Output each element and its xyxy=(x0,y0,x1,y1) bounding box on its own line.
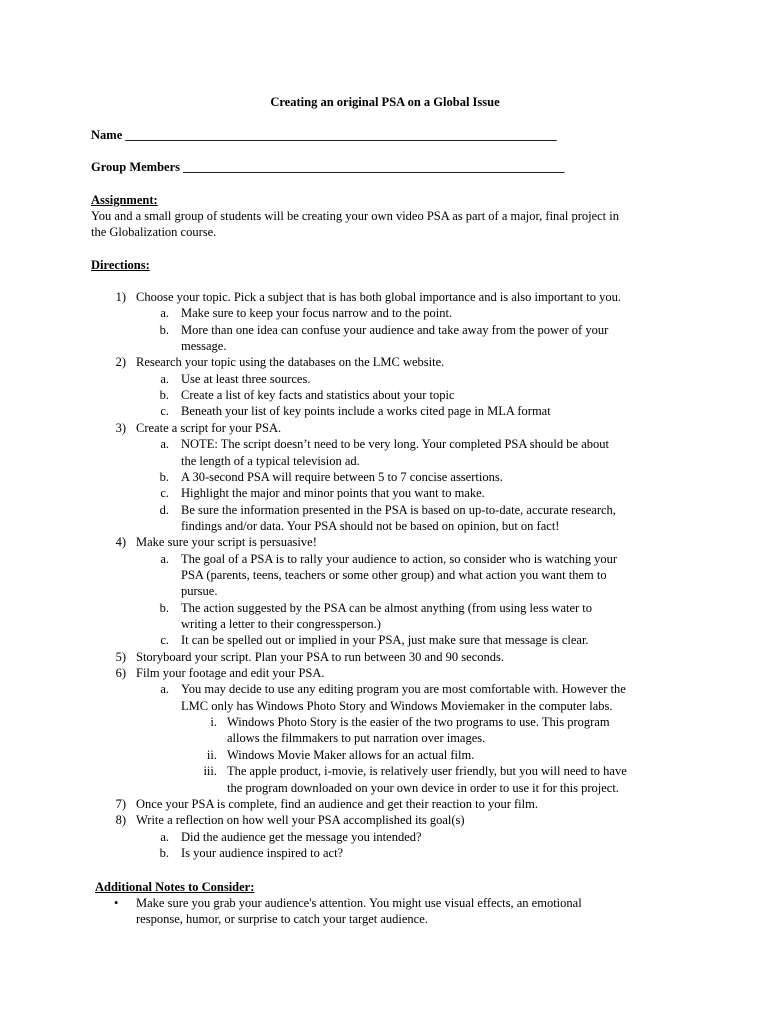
direction-item-text: Film your footage and edit your PSA. xyxy=(136,666,325,681)
notes-text-line: response, humor, or surprise to catch your target audience. xyxy=(136,912,428,926)
direction-subitem-text: the length of a typical television ad. xyxy=(181,453,360,468)
direction-subitem-marker: a. xyxy=(160,306,169,321)
direction-item-marker: 7) xyxy=(115,796,126,811)
direction-subitem-text: PSA (parents, teens, teachers or some other group) and what action you want them to xyxy=(181,567,607,582)
direction-subitem-marker: a. xyxy=(160,371,169,386)
direction-subitem-marker: b. xyxy=(159,322,169,337)
direction-subitem-text: The goal of a PSA is to rally your audience to action, so consider who is watching your xyxy=(181,551,618,566)
direction-subitem-text: writing a letter to their congressperson.) xyxy=(181,617,381,631)
direction-item-marker: 3) xyxy=(115,420,126,435)
direction-subitem-text: findings and/or data. Your PSA should not be based on opinion, but on fact! xyxy=(181,518,560,533)
direction-subitem-text: message. xyxy=(181,339,227,354)
direction-subitem-text: You may decide to use any editing program you are most comfortable with. However the xyxy=(181,682,626,697)
group-members-blank-line: _____________________________________________________________ xyxy=(183,160,565,174)
notes-text-line: Make sure you grab your audience's attention. You might use visual effects, an emotional xyxy=(136,896,582,910)
direction-subitem-text: Be sure the information presented in the PSA is based on up-to-date, accurate research, xyxy=(181,502,616,517)
direction-subitem-marker: a. xyxy=(160,551,169,566)
direction-subsubitem-text: the program downloaded on your own device in order to use it for this project. xyxy=(227,780,619,795)
direction-subitem-marker: d. xyxy=(159,502,169,517)
direction-item-marker: 6) xyxy=(115,666,126,681)
direction-item-marker: 2) xyxy=(115,355,126,370)
direction-subsubitem-text: The apple product, i-movie, is relatively user friendly, but you will need to have xyxy=(227,764,627,779)
direction-subitem-text: A 30-second PSA will require between 5 to 7 concise assertions. xyxy=(181,469,503,484)
direction-subitem-marker: b. xyxy=(159,469,169,484)
direction-subitem-marker: a. xyxy=(160,829,169,844)
directions-heading: Directions: xyxy=(91,258,150,272)
direction-subsubitem-text: Windows Photo Story is the easier of the two programs to use. This program xyxy=(227,715,610,730)
direction-subitem-text: pursue. xyxy=(181,584,218,599)
direction-subsubitem-text: allows the filmmakers to put narration over images. xyxy=(227,731,486,746)
direction-item-marker: 5) xyxy=(115,649,126,664)
direction-subsubitem-marker: iii. xyxy=(203,764,217,779)
direction-item-text: Choose your topic. Pick a subject that is has both global importance and is also important to you. xyxy=(136,290,621,304)
name-blank-line: _____________________________________________________________________ xyxy=(125,128,557,142)
direction-item-text: Once your PSA is complete, find an audience and get their reaction to your film. xyxy=(136,796,538,811)
direction-subitem-marker: b. xyxy=(159,845,169,860)
direction-subitem-marker: b. xyxy=(159,600,169,615)
direction-item-marker: 1) xyxy=(115,290,126,304)
notes-bullet: • xyxy=(114,896,119,910)
direction-item-marker: 4) xyxy=(115,535,126,550)
direction-subitem-text: Make sure to keep your focus narrow and to the point. xyxy=(181,306,453,321)
notes-heading: Additional Notes to Consider: xyxy=(95,880,255,894)
direction-subitem-marker: c. xyxy=(160,633,169,648)
direction-subitem-text: Create a list of key facts and statistics about your topic xyxy=(181,388,455,403)
direction-subitem-marker: c. xyxy=(160,404,169,419)
direction-subsubitem-marker: i. xyxy=(210,715,217,730)
direction-subitem-text: Beneath your list of key points include a works cited page in MLA format xyxy=(181,404,551,419)
direction-subitem-text: LMC only has Windows Photo Story and Windows Moviemaker in the computer labs. xyxy=(181,698,613,713)
direction-item-text: Create a script for your PSA. xyxy=(136,420,282,435)
direction-item-text: Storyboard your script. Plan your PSA to run between 30 and 90 seconds. xyxy=(136,649,505,664)
direction-subitem-text: Is your audience inspired to act? xyxy=(181,845,344,860)
direction-subitem-text: Highlight the major and minor points that you want to make. xyxy=(181,486,485,501)
assignment-text-line: the Globalization course. xyxy=(91,225,217,239)
direction-subsubitem-text: Windows Movie Maker allows for an actual film. xyxy=(227,747,475,762)
direction-subitem-text: Did the audience get the message you intended? xyxy=(181,829,422,844)
direction-item-text: Make sure your script is persuasive! xyxy=(136,535,317,550)
document-title: Creating an original PSA on a Global Issue xyxy=(270,95,500,109)
direction-subitem-marker: a. xyxy=(160,437,169,452)
direction-subsubitem-marker: ii. xyxy=(206,747,217,762)
direction-item-marker: 8) xyxy=(115,813,126,828)
direction-subitem-text: NOTE: The script doesn’t need to be very long. Your completed PSA should be about xyxy=(181,437,609,452)
direction-subitem-text: Use at least three sources. xyxy=(181,371,311,386)
direction-subitem-text: More than one idea can confuse your audience and take away from the power of your xyxy=(181,322,609,337)
direction-item-text: Research your topic using the databases on the LMC website. xyxy=(136,355,445,370)
direction-subitem-marker: c. xyxy=(160,486,169,501)
direction-subitem-marker: b. xyxy=(159,388,169,403)
assignment-text-line: You and a small group of students will be creating your own video PSA as part of a major, final project in xyxy=(91,209,619,223)
group-members-label: Group Members xyxy=(91,160,180,174)
name-label: Name xyxy=(91,128,123,142)
direction-subitem-text: It can be spelled out or implied in your PSA, just make sure that message is clear. xyxy=(181,633,589,648)
direction-subitem-marker: a. xyxy=(160,682,169,697)
direction-subitem-text: The action suggested by the PSA can be almost anything (from using less water to xyxy=(181,600,593,615)
direction-item-text: Write a reflection on how well your PSA accomplished its goal(s) xyxy=(136,813,465,828)
assignment-heading: Assignment: xyxy=(91,193,158,207)
group-members-field xyxy=(91,159,564,175)
name-field xyxy=(91,127,557,143)
